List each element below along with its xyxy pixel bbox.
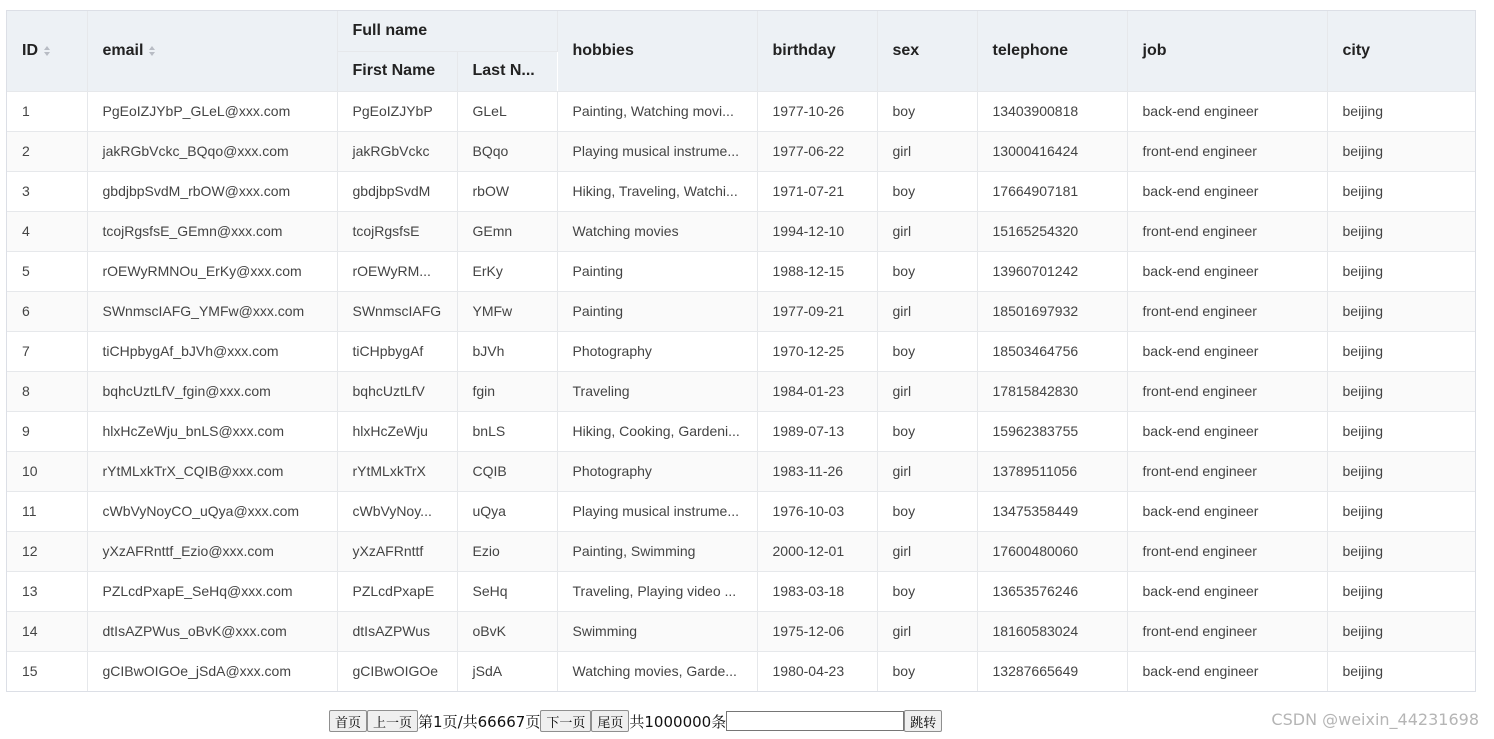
first-name-cell: yXzAFRnttf xyxy=(337,531,457,571)
id-cell: 12 xyxy=(7,531,87,571)
id-cell: 15 xyxy=(7,651,87,691)
telephone-cell: 17600480060 xyxy=(977,531,1127,571)
sex-cell: girl xyxy=(877,611,977,651)
birthday-cell: 1984-01-23 xyxy=(757,371,877,411)
first-name-cell: tcojRgsfsE xyxy=(337,211,457,251)
last-name-cell: Ezio xyxy=(457,531,557,571)
hobbies-cell: Painting, Watching movi... xyxy=(557,91,757,131)
birthday-cell: 1989-07-13 xyxy=(757,411,877,451)
column-group-full-name: Full name xyxy=(337,11,557,51)
city-cell: beijing xyxy=(1327,211,1475,251)
id-cell: 5 xyxy=(7,251,87,291)
first-name-cell: jakRGbVckc xyxy=(337,131,457,171)
birthday-cell: 2000-12-01 xyxy=(757,531,877,571)
job-cell: front-end engineer xyxy=(1127,211,1327,251)
job-cell: front-end engineer xyxy=(1127,451,1327,491)
hobbies-cell: Painting xyxy=(557,291,757,331)
email-cell: rOEWyRMNOu_ErKy@xxx.com xyxy=(87,251,337,291)
sex-cell: girl xyxy=(877,131,977,171)
city-cell: beijing xyxy=(1327,291,1475,331)
telephone-cell: 15165254320 xyxy=(977,211,1127,251)
id-cell: 6 xyxy=(7,291,87,331)
telephone-cell: 13475358449 xyxy=(977,491,1127,531)
hobbies-cell: Traveling, Playing video ... xyxy=(557,571,757,611)
job-cell: front-end engineer xyxy=(1127,531,1327,571)
first-name-cell: rOEWyRM... xyxy=(337,251,457,291)
birthday-cell: 1983-03-18 xyxy=(757,571,877,611)
email-cell: PZLcdPxapE_SeHq@xxx.com xyxy=(87,571,337,611)
birthday-cell: 1988-12-15 xyxy=(757,251,877,291)
sex-cell: boy xyxy=(877,571,977,611)
job-cell: back-end engineer xyxy=(1127,491,1327,531)
sex-cell: girl xyxy=(877,291,977,331)
email-cell: cWbVyNoyCO_uQya@xxx.com xyxy=(87,491,337,531)
job-cell: front-end engineer xyxy=(1127,131,1327,171)
id-cell: 1 xyxy=(7,91,87,131)
last-name-cell: fgin xyxy=(457,371,557,411)
hobbies-cell: Painting, Swimming xyxy=(557,531,757,571)
table-row xyxy=(7,171,1475,211)
hobbies-cell: Hiking, Cooking, Gardeni... xyxy=(557,411,757,451)
hobbies-cell: Swimming xyxy=(557,611,757,651)
job-cell: front-end engineer xyxy=(1127,291,1327,331)
first-name-cell: PZLcdPxapE xyxy=(337,571,457,611)
column-header-city: city xyxy=(1327,11,1475,91)
page-info: 第1页/共66667页 xyxy=(418,712,541,731)
data-table-container xyxy=(6,10,1476,692)
table-header xyxy=(7,11,1475,91)
telephone-cell: 13960701242 xyxy=(977,251,1127,291)
telephone-cell: 17664907181 xyxy=(977,171,1127,211)
hobbies-cell: Traveling xyxy=(557,371,757,411)
sex-cell: boy xyxy=(877,411,977,451)
id-cell: 3 xyxy=(7,171,87,211)
pagination-bar xyxy=(329,709,942,733)
job-cell: back-end engineer xyxy=(1127,171,1327,211)
telephone-cell: 13000416424 xyxy=(977,131,1127,171)
id-cell: 10 xyxy=(7,451,87,491)
sex-cell: boy xyxy=(877,331,977,371)
column-header-telephone: telephone xyxy=(977,11,1127,91)
column-header-id[interactable]: ID xyxy=(7,11,87,91)
sex-cell: girl xyxy=(877,211,977,251)
email-cell: tiCHpbygAf_bJVh@xxx.com xyxy=(87,331,337,371)
table-row xyxy=(7,531,1475,571)
id-cell: 9 xyxy=(7,411,87,451)
table-row xyxy=(7,331,1475,371)
city-cell: beijing xyxy=(1327,411,1475,451)
hobbies-cell: Playing musical instrume... xyxy=(557,131,757,171)
table-row xyxy=(7,211,1475,251)
id-cell: 11 xyxy=(7,491,87,531)
table-row xyxy=(7,251,1475,291)
birthday-cell: 1975-12-06 xyxy=(757,611,877,651)
id-cell: 7 xyxy=(7,331,87,371)
job-cell: back-end engineer xyxy=(1127,411,1327,451)
telephone-cell: 18503464756 xyxy=(977,331,1127,371)
first-name-cell: bqhcUztLfV xyxy=(337,371,457,411)
sex-cell: boy xyxy=(877,171,977,211)
last-name-cell: GLeL xyxy=(457,91,557,131)
hobbies-cell: Painting xyxy=(557,251,757,291)
first-page-button[interactable]: 首页 xyxy=(329,710,367,732)
birthday-cell: 1977-10-26 xyxy=(757,91,877,131)
hobbies-cell: Hiking, Traveling, Watchi... xyxy=(557,171,757,211)
telephone-cell: 18160583024 xyxy=(977,611,1127,651)
email-cell: jakRGbVckc_BQqo@xxx.com xyxy=(87,131,337,171)
id-cell: 14 xyxy=(7,611,87,651)
email-cell: gCIBwOIGOe_jSdA@xxx.com xyxy=(87,651,337,691)
sex-cell: boy xyxy=(877,91,977,131)
sex-cell: boy xyxy=(877,491,977,531)
birthday-cell: 1977-06-22 xyxy=(757,131,877,171)
birthday-cell: 1970-12-25 xyxy=(757,331,877,371)
column-header-email[interactable]: email xyxy=(87,11,337,91)
id-cell: 4 xyxy=(7,211,87,251)
column-header-hobbies: hobbies xyxy=(557,11,757,91)
table-row xyxy=(7,291,1475,331)
birthday-cell: 1976-10-03 xyxy=(757,491,877,531)
job-cell: back-end engineer xyxy=(1127,91,1327,131)
hobbies-cell: Watching movies xyxy=(557,211,757,251)
first-name-cell: gbdjbpSvdM xyxy=(337,171,457,211)
job-cell: back-end engineer xyxy=(1127,651,1327,691)
sort-icon[interactable] xyxy=(44,46,51,56)
table-row xyxy=(7,371,1475,411)
total-count: 共1000000条 xyxy=(629,712,727,731)
sex-cell: boy xyxy=(877,651,977,691)
email-cell: SWnmscIAFG_YMFw@xxx.com xyxy=(87,291,337,331)
last-name-cell: YMFw xyxy=(457,291,557,331)
sex-cell: girl xyxy=(877,531,977,571)
last-name-cell: CQIB xyxy=(457,451,557,491)
city-cell: beijing xyxy=(1327,611,1475,651)
last-name-cell: GEmn xyxy=(457,211,557,251)
hobbies-cell: Photography xyxy=(557,331,757,371)
last-name-cell: uQya xyxy=(457,491,557,531)
birthday-cell: 1977-09-21 xyxy=(757,291,877,331)
jump-button[interactable]: 跳转 xyxy=(904,710,942,732)
last-name-cell: jSdA xyxy=(457,651,557,691)
email-cell: tcojRgsfsE_GEmn@xxx.com xyxy=(87,211,337,251)
last-name-cell: rbOW xyxy=(457,171,557,211)
table-row xyxy=(7,411,1475,451)
table-row xyxy=(7,651,1475,691)
city-cell: beijing xyxy=(1327,531,1475,571)
first-name-cell: PgEoIZJYbP xyxy=(337,91,457,131)
column-header-birthday: birthday xyxy=(757,11,877,91)
job-cell: front-end engineer xyxy=(1127,371,1327,411)
sex-cell: boy xyxy=(877,251,977,291)
column-header-job: job xyxy=(1127,11,1327,91)
table-row xyxy=(7,611,1475,651)
prev-page-button[interactable]: 上一页 xyxy=(367,710,418,732)
telephone-cell: 13403900818 xyxy=(977,91,1127,131)
email-cell: yXzAFRnttf_Ezio@xxx.com xyxy=(87,531,337,571)
hobbies-cell: Watching movies, Garde... xyxy=(557,651,757,691)
city-cell: beijing xyxy=(1327,171,1475,211)
first-name-cell: cWbVyNoy... xyxy=(337,491,457,531)
id-cell: 8 xyxy=(7,371,87,411)
job-cell: back-end engineer xyxy=(1127,251,1327,291)
next-page-button[interactable]: 下一页 xyxy=(540,710,591,732)
city-cell: beijing xyxy=(1327,491,1475,531)
job-cell: back-end engineer xyxy=(1127,571,1327,611)
data-table xyxy=(7,11,1475,691)
watermark: CSDN @weixin_44231698 xyxy=(1271,710,1479,729)
last-name-cell: SeHq xyxy=(457,571,557,611)
email-cell: hlxHcZeWju_bnLS@xxx.com xyxy=(87,411,337,451)
birthday-cell: 1983-11-26 xyxy=(757,451,877,491)
first-name-cell: dtIsAZPWus xyxy=(337,611,457,651)
id-cell: 13 xyxy=(7,571,87,611)
first-name-cell: gCIBwOIGOe xyxy=(337,651,457,691)
table-row xyxy=(7,571,1475,611)
city-cell: beijing xyxy=(1327,131,1475,171)
hobbies-cell: Photography xyxy=(557,451,757,491)
city-cell: beijing xyxy=(1327,331,1475,371)
city-cell: beijing xyxy=(1327,91,1475,131)
birthday-cell: 1994-12-10 xyxy=(757,211,877,251)
city-cell: beijing xyxy=(1327,571,1475,611)
telephone-cell: 13653576246 xyxy=(977,571,1127,611)
email-cell: dtIsAZPWus_oBvK@xxx.com xyxy=(87,611,337,651)
first-name-cell: rYtMLxkTrX xyxy=(337,451,457,491)
sex-cell: girl xyxy=(877,371,977,411)
table-row xyxy=(7,91,1475,131)
last-page-button[interactable]: 尾页 xyxy=(591,710,629,732)
table-row xyxy=(7,131,1475,171)
last-name-cell: oBvK xyxy=(457,611,557,651)
first-name-cell: tiCHpbygAf xyxy=(337,331,457,371)
jump-page-input[interactable] xyxy=(726,711,904,731)
table-row xyxy=(7,491,1475,531)
sort-icon[interactable] xyxy=(149,46,156,56)
telephone-cell: 17815842830 xyxy=(977,371,1127,411)
telephone-cell: 15962383755 xyxy=(977,411,1127,451)
last-name-cell: bJVh xyxy=(457,331,557,371)
first-name-cell: hlxHcZeWju xyxy=(337,411,457,451)
city-cell: beijing xyxy=(1327,251,1475,291)
last-name-cell: ErKy xyxy=(457,251,557,291)
first-name-cell: SWnmscIAFG xyxy=(337,291,457,331)
sex-cell: girl xyxy=(877,451,977,491)
telephone-cell: 13789511056 xyxy=(977,451,1127,491)
column-header-sex: sex xyxy=(877,11,977,91)
city-cell: beijing xyxy=(1327,371,1475,411)
telephone-cell: 13287665649 xyxy=(977,651,1127,691)
table-row xyxy=(7,451,1475,491)
email-cell: PgEoIZJYbP_GLeL@xxx.com xyxy=(87,91,337,131)
city-cell: beijing xyxy=(1327,451,1475,491)
last-name-cell: bnLS xyxy=(457,411,557,451)
email-cell: bqhcUztLfV_fgin@xxx.com xyxy=(87,371,337,411)
email-cell: gbdjbpSvdM_rbOW@xxx.com xyxy=(87,171,337,211)
column-header-last-name: Last N... xyxy=(457,51,557,91)
telephone-cell: 18501697932 xyxy=(977,291,1127,331)
id-cell: 2 xyxy=(7,131,87,171)
email-cell: rYtMLxkTrX_CQIB@xxx.com xyxy=(87,451,337,491)
city-cell: beijing xyxy=(1342,663,1383,680)
birthday-cell: 1971-07-21 xyxy=(757,171,877,211)
birthday-cell: 1980-04-23 xyxy=(757,651,877,691)
job-cell: front-end engineer xyxy=(1127,611,1327,651)
last-name-cell: BQqo xyxy=(457,131,557,171)
table-body xyxy=(7,91,1475,691)
job-cell: back-end engineer xyxy=(1127,331,1327,371)
hobbies-cell: Playing musical instrume... xyxy=(557,491,757,531)
column-header-first-name: First Name xyxy=(337,51,457,91)
